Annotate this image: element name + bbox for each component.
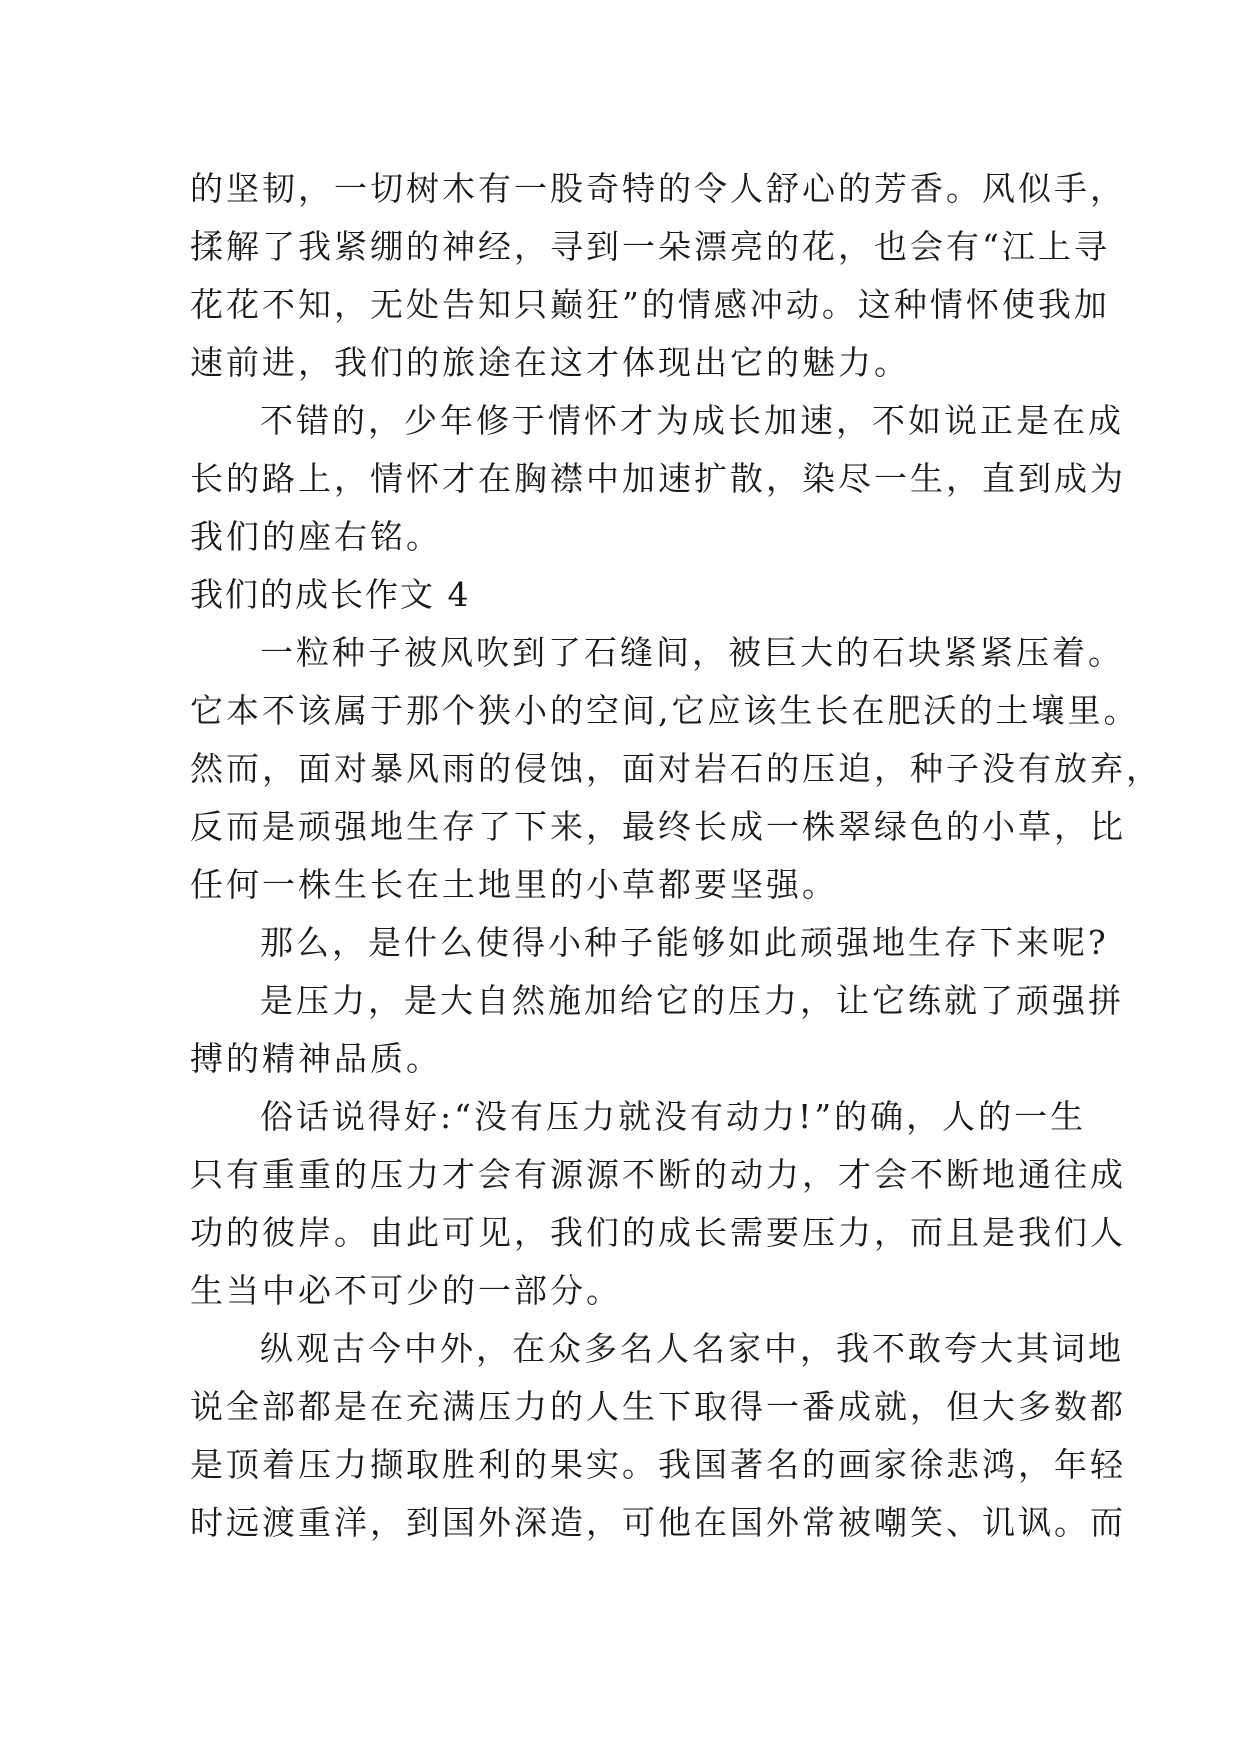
text-line: 它本不该属于那个狭小的空间,它应该生长在肥沃的土壤里。: [190, 691, 1140, 730]
text-line: 揉解了我紧绷的神经，寻到一朵漂亮的花，也会有“江上寻: [190, 227, 1110, 266]
text-line: 速前进，我们的旅途在这才体现出它的魅力。: [190, 343, 910, 382]
paragraph: [190, 392, 1126, 566]
text-line: 是压力，是大自然施加给它的压力，让它练就了顽强拼: [260, 981, 1124, 1020]
paragraph: [190, 1088, 1126, 1320]
text-line: 然而，面对暴风雨的侵蚀，面对岩石的压迫，种子没有放弃，: [190, 749, 1162, 788]
text-line: 只有重重的压力才会有源源不断的动力，才会不断地通往成: [190, 1155, 1126, 1194]
paragraph: [190, 624, 1162, 914]
text-line: 的坚韧，一切树木有一股奇特的令人舒心的芳香。风似手，: [190, 169, 1126, 208]
text-line: 时远渡重洋，到国外深造，可他在国外常被嘲笑、讥讽。而: [190, 1503, 1126, 1542]
text-line: 反而是顽强地生存了下来，最终长成一株翠绿色的小草，比: [190, 807, 1126, 846]
text-line: 花花不知，无处告知只巅狂”的情感冲动。这种情怀使我加: [190, 285, 1110, 324]
text-line: 说全部都是在充满压力的人生下取得一番成就，但大多数都: [190, 1387, 1126, 1426]
text-line: 功的彼岸。由此可见，我们的成长需要压力，而且是我们人: [190, 1213, 1126, 1252]
text-line: 不错的，少年修于情怀才为成长加速，不如说正是在成: [260, 401, 1124, 440]
text-line: 纵观古今中外，在众多名人名家中，我不敢夸大其词地: [260, 1329, 1124, 1368]
text-line: 俗话说得好:“没有压力就没有动力!”的确，人的一生: [260, 1097, 1087, 1136]
paragraph: [190, 972, 1124, 1088]
text-line: 任何一株生长在土地里的小草都要坚强。: [190, 865, 838, 904]
text-line: 生当中必不可少的一部分。: [190, 1271, 622, 1310]
text-line: 我们的座右铭。: [190, 517, 442, 556]
document-body: [190, 160, 1162, 1552]
text-line: 一粒种子被风吹到了石缝间，被巨大的石块紧紧压着。: [260, 633, 1124, 672]
text-line: 长的路上，情怀才在胸襟中加速扩散，染尽一生，直到成为: [190, 459, 1126, 498]
text-line: 搏的精神品质。: [190, 1039, 442, 1078]
text-line: 那么，是什么使得小种子能够如此顽强地生存下来呢?: [260, 923, 1109, 962]
section-heading: [190, 566, 1070, 624]
paragraph: [190, 1320, 1126, 1552]
heading-line: 我们的成长作文 4: [190, 575, 471, 614]
text-line: 是顶着压力撷取胜利的果实。我国著名的画家徐悲鸿，年轻: [190, 1445, 1126, 1484]
paragraph: [190, 160, 1126, 392]
paragraph: [190, 914, 1109, 972]
